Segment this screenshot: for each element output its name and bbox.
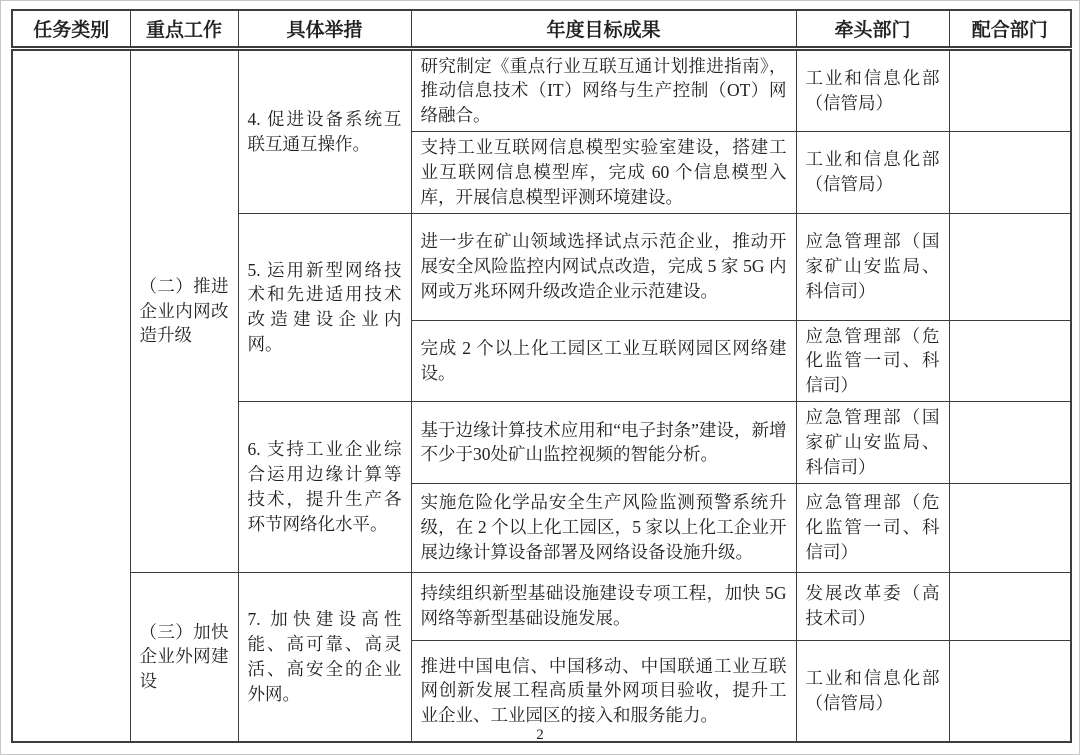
measure-cell-5: 5. 运用新型网络技术和先进适用技术改造建设企业内网。: [238, 213, 411, 402]
lead-department-cell: 工业和信息化部（信管局）: [796, 48, 949, 132]
key-work-cell-section2: （二）推进企业内网改造升级: [130, 48, 238, 572]
target-cell: 实施危险化学品安全生产风险监测预警系统升级，在 2 个以上化工园区，5 家以上化工企业开展边缘计算设备部署及网络设备设施升级。: [411, 483, 796, 572]
lead-department-cell: 工业和信息化部（信管局）: [796, 132, 949, 214]
header-row: [12, 10, 1071, 48]
support-department-cell: [949, 213, 1071, 320]
task-category-cell: [12, 48, 130, 742]
table-row: [12, 572, 1071, 640]
key-work-cell-section3: （三）加快企业外网建设: [130, 572, 238, 742]
header-support-department: 配合部门: [949, 10, 1071, 48]
lead-department-cell: 应急管理部（危化监管一司、科信司）: [796, 483, 949, 572]
task-plan-table: [11, 9, 1072, 743]
header-annual-targets: 年度目标成果: [411, 10, 796, 48]
table-row: [12, 48, 1071, 132]
support-department-cell: [949, 572, 1071, 640]
lead-department-cell: 应急管理部（国家矿山安监局、科信司）: [796, 213, 949, 320]
target-cell: 基于边缘计算技术应用和“电子封条”建设，新增不少于30处矿山监控视频的智能分析。: [411, 402, 796, 484]
target-cell: 研究制定《重点行业互联互通计划推进指南》，推动信息技术（IT）网络与生产控制（OT）网络融合。: [411, 48, 796, 132]
support-department-cell: [949, 132, 1071, 214]
lead-department-cell: 应急管理部（国家矿山安监局、科信司）: [796, 402, 949, 484]
support-department-cell: [949, 320, 1071, 402]
target-cell: 进一步在矿山领域选择试点示范企业，推动开展安全风险监控内网试点改造，完成 5 家 5G 内网或万兆环网升级改造企业示范建设。: [411, 213, 796, 320]
header-task-category: 任务类别: [12, 10, 130, 48]
header-key-work: 重点工作: [130, 10, 238, 48]
header-measures: 具体举措: [238, 10, 411, 48]
support-department-cell: [949, 48, 1071, 132]
target-cell: 推进中国电信、中国移动、中国联通工业互联网创新发展工程高质量外网项目验收，提升工业企业、工业园区的接入和服务能力。: [411, 640, 796, 742]
measure-cell-4: 4. 促进设备系统互联互通互操作。: [238, 48, 411, 213]
target-cell: 持续组织新型基础设施建设专项工程，加快 5G 网络等新型基础设施发展。: [411, 572, 796, 640]
target-cell: 支持工业互联网信息模型实验室建设，搭建工业互联网信息模型库，完成 60 个信息模型入库，开展信息模型评测环境建设。: [411, 132, 796, 214]
lead-department-cell: 应急管理部（危化监管一司、科信司）: [796, 320, 949, 402]
support-department-cell: [949, 483, 1071, 572]
support-department-cell: [949, 402, 1071, 484]
target-cell: 完成 2 个以上化工园区工业互联网园区网络建设。: [411, 320, 796, 402]
header-lead-department: 牵头部门: [796, 10, 949, 48]
measure-cell-6: 6. 支持工业企业综合运用边缘计算等技术，提升生产各环节网络化水平。: [238, 402, 411, 573]
measure-cell-7: 7. 加快建设高性能、高可靠、高灵活、高安全的企业外网。: [238, 572, 411, 742]
page-number: 2: [536, 727, 544, 743]
lead-department-cell: 发展改革委（高技术司）: [796, 572, 949, 640]
lead-department-cell: 工业和信息化部（信管局）: [796, 640, 949, 742]
